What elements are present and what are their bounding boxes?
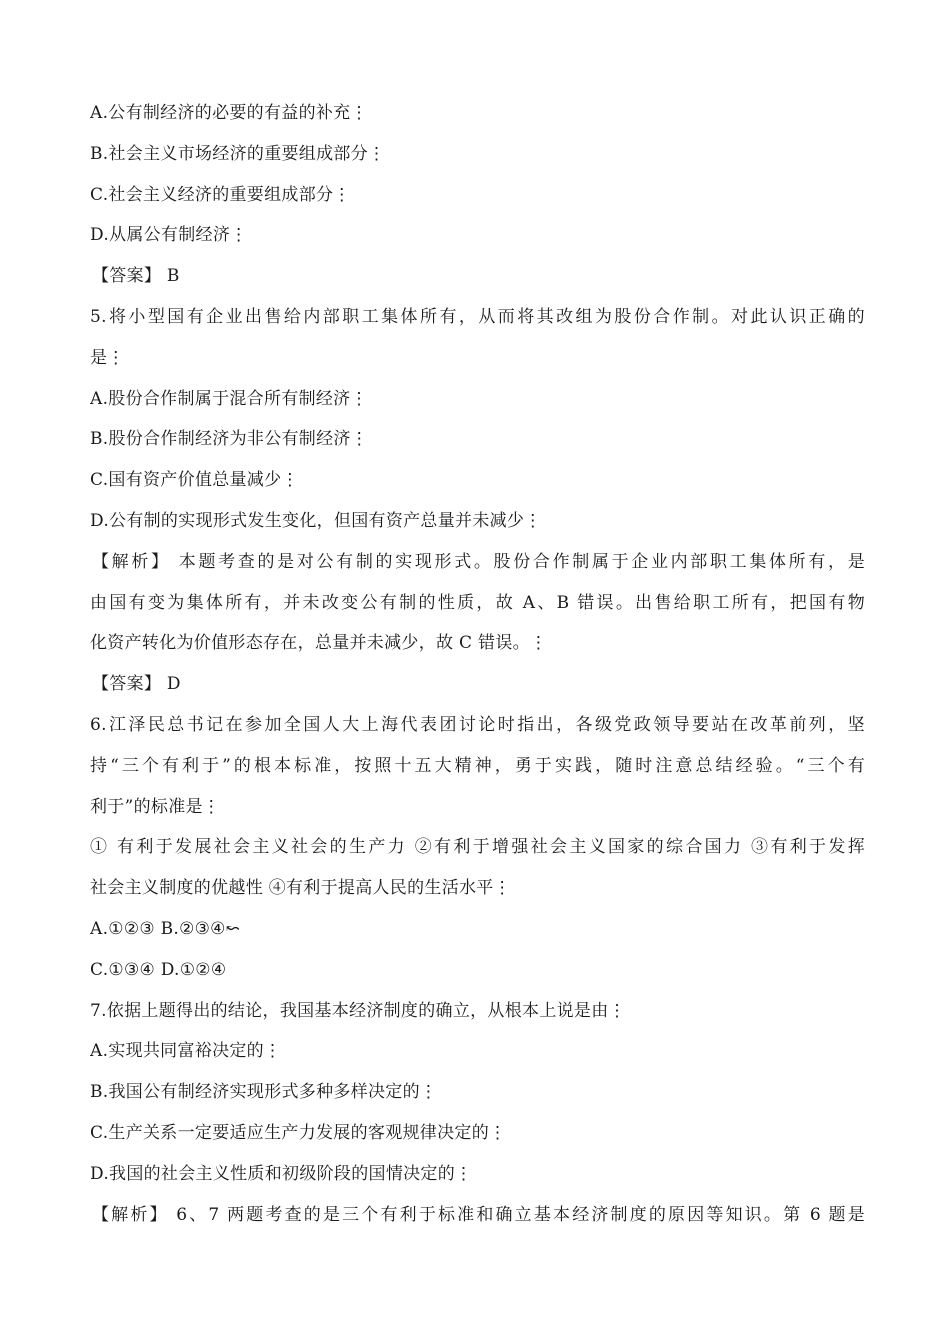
- question-6-statements-line-2: 社会主义制度的优越性 ④有利于提高人民的生活水平⋮: [90, 878, 511, 899]
- analysis-5-line-1: 【解析】 本题考查的是对公有制的实现形式。股份合作制属于企业内部职工集体所有，是: [92, 551, 865, 572]
- analysis-5-line-3: 化资产转化为价值形态存在，总量并未减少，故 C 错误。⋮: [90, 633, 548, 654]
- question-6-statements-line-1: ① 有利于发展社会主义社会的生产力 ②有利于增强社会主义国家的综合国力 ③有利于发挥: [90, 837, 865, 858]
- option-4b: B.社会主义市场经济的重要组成部分⋮: [90, 143, 386, 164]
- option-7c: C.生产关系一定要适应生产力发展的客观规律决定的⋮: [90, 1122, 507, 1143]
- option-5c: C.国有资产价值总量减少⋮: [90, 470, 299, 491]
- option-4c: C.社会主义经济的重要组成部分⋮: [90, 184, 351, 205]
- analysis-5-line-2: 由国有变为集体所有，并未改变公有制的性质，故 A、B 错误。出售给职工所有，把国有物: [90, 592, 865, 613]
- option-4a: A.公有制经济的必要的有益的补充⋮: [90, 103, 368, 123]
- option-7a: A.实现共同富裕决定的⋮: [90, 1041, 282, 1062]
- option-5a: A.股份合作制属于混合所有制经济⋮: [90, 388, 368, 409]
- question-5-line-2: 是⋮: [90, 347, 125, 368]
- option-7d: D.我国的社会主义性质和初级阶段的国情决定的⋮: [90, 1163, 473, 1184]
- options-6-ab: A.①②③ B.②③④↜: [90, 918, 241, 939]
- question-6-line-2: 持“三个有利于”的根本标准，按照十五大精神，勇于实践，随时注意总结经验。“三个有: [90, 755, 865, 776]
- options-6-cd: C.①③④ D.①②④: [90, 959, 227, 980]
- answer-5: 【答案】 D: [92, 674, 181, 695]
- option-4d: D.从属公有制经济⋮: [90, 225, 248, 246]
- option-5d: D.公有制的实现形式发生变化，但国有资产总量并未减少⋮: [90, 510, 542, 531]
- question-6-line-1: 6.江泽民总书记在参加全国人大上海代表团讨论时指出，各级党政领导要站在改革前列，坚: [90, 714, 865, 735]
- document-page: [90, 96, 865, 1238]
- answer-4: 【答案】 B: [92, 266, 180, 287]
- question-6-line-3: 利于”的标准是⋮: [90, 796, 221, 817]
- question-7: 7.依据上题得出的结论，我国基本经济制度的确立，从根本上说是由⋮: [90, 1000, 626, 1021]
- question-5-line-1: 5.将小型国有企业出售给内部职工集体所有，从而将其改组为股份合作制。对此认识正确的: [90, 306, 865, 327]
- option-7b: B.我国公有制经济实现形式多种多样决定的⋮: [90, 1082, 438, 1103]
- analysis-6-7-line-1: 【解析】 6、7 两题考查的是三个有利于标准和确立基本经济制度的原因等知识。第 6 题是: [92, 1204, 865, 1225]
- option-5b: B.股份合作制经济为非公有制经济⋮: [90, 429, 368, 450]
